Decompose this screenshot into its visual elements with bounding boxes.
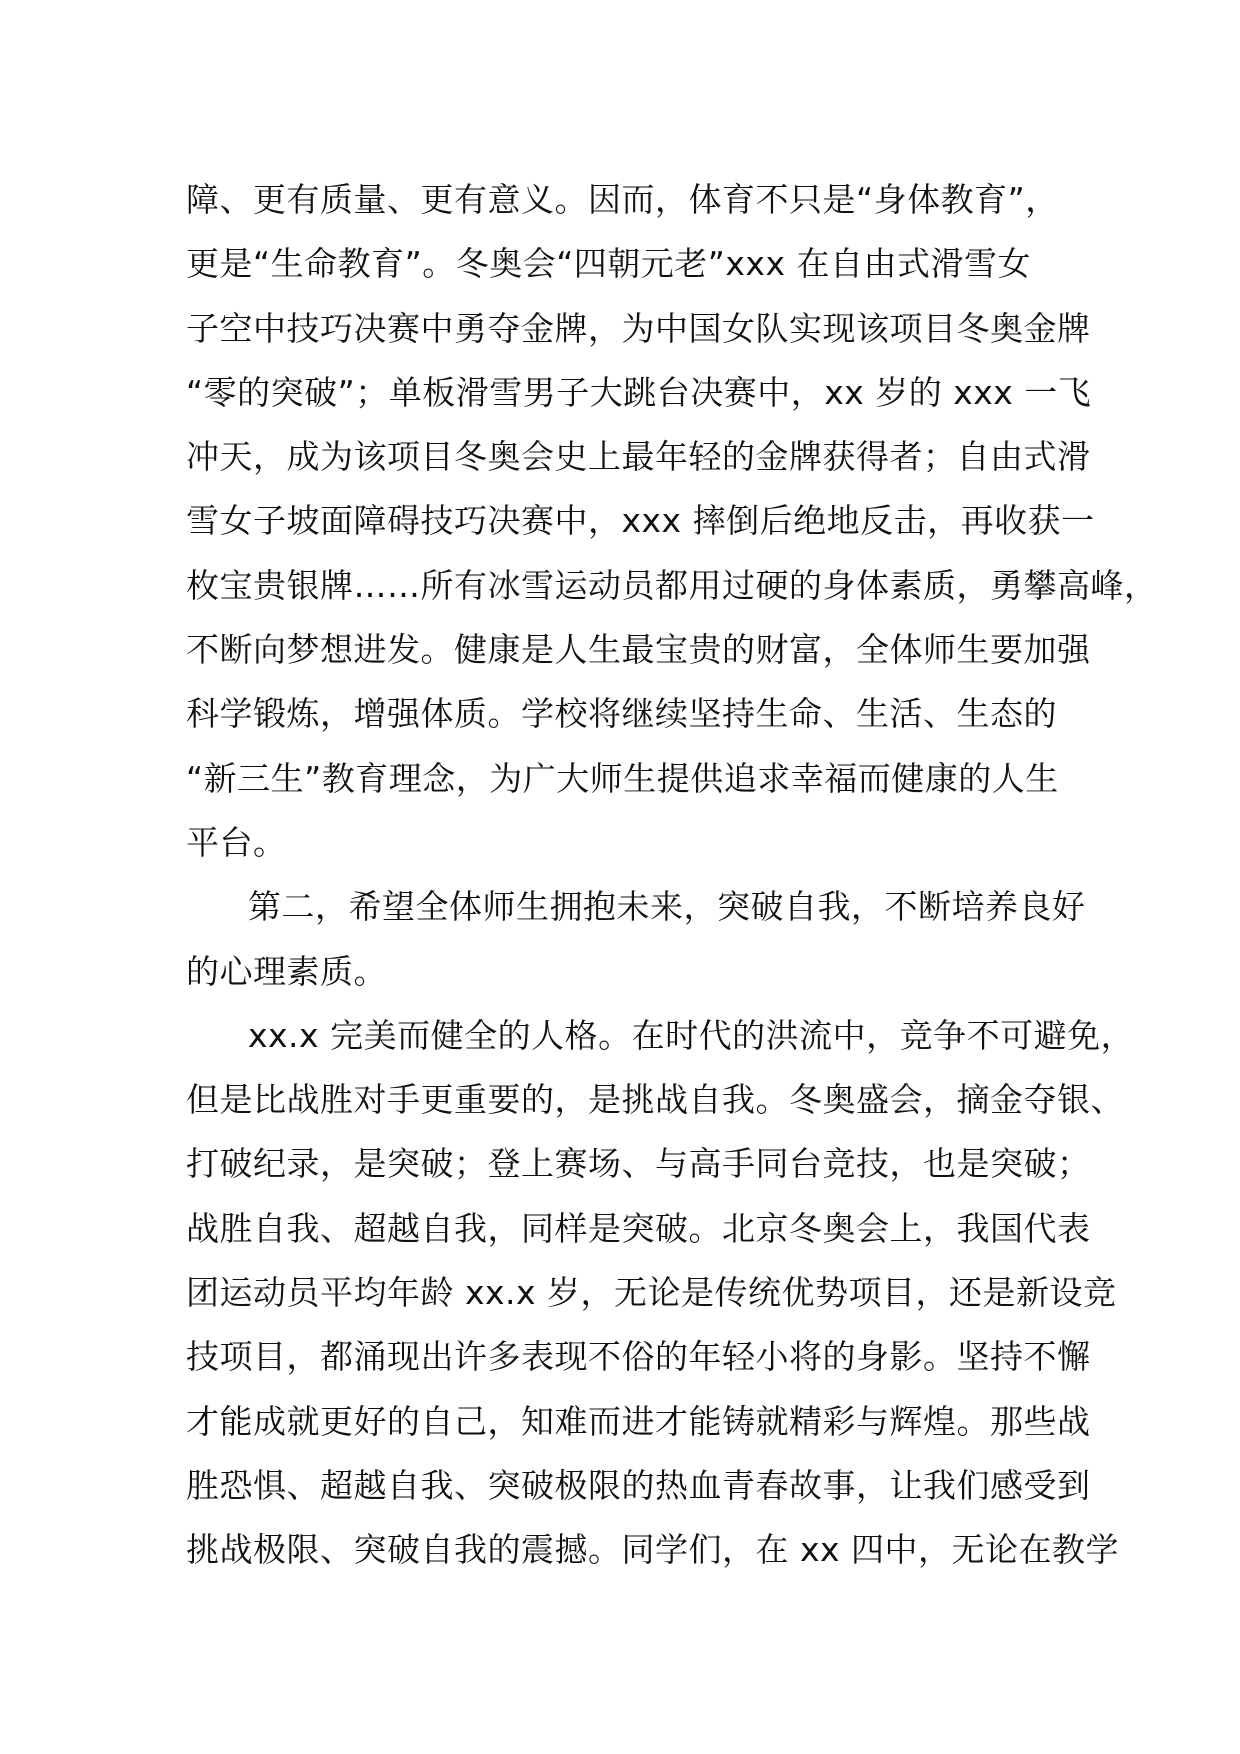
text-line: 雪女子坡面障碍技巧决赛中，xxx 摔倒后绝地反击，再收获一 (186, 501, 1095, 541)
text-line: 更是“生命教育”。冬奥会“四朝元老”xxx 在自由式滑雪女 (186, 244, 1031, 284)
text-line: 科学锻炼，增强体质。学校将继续坚持生命、生活、生态的 (186, 694, 1057, 734)
text-line: 冲天，成为该项目冬奥会史上最年轻的金牌获得者；自由式滑 (186, 437, 1091, 477)
text-line: 的心理素质。 (186, 951, 387, 991)
text-line: 挑战极限、突破自我的震撼。同学们，在 xx 四中，无论在教学 (186, 1530, 1120, 1570)
text-line: 打破纪录，是突破；登上赛场、与高手同台竞技，也是突破； (186, 1144, 1091, 1184)
text-line: “零的突破”；单板滑雪男子大跳台决赛中，xx 岁的 xxx 一飞 (186, 372, 1092, 412)
text-line: 不断向梦想进发。健康是人生最宝贵的财富，全体师生要加强 (186, 630, 1091, 670)
text-line: 战胜自我、超越自我，同样是突破。北京冬奥会上，我国代表 (186, 1208, 1091, 1248)
text-line: 平台。 (186, 822, 287, 862)
text-line: 子空中技巧决赛中勇夺金牌，为中国女队实现该项目冬奥金牌 (186, 308, 1091, 348)
text-line: 技项目，都涌现出许多表现不俗的年轻小将的身影。坚持不懈 (186, 1337, 1091, 1377)
text-line: 团运动员平均年龄 xx.x 岁，无论是传统优势项目，还是新设竞 (186, 1273, 1117, 1313)
document-body-text (186, 168, 1158, 1583)
text-line: 才能成就更好的自己，知难而进才能铸就精彩与辉煌。那些战 (186, 1401, 1091, 1441)
text-line: 障、更有质量、更有意义。因而，体育不只是“身体教育”， (186, 180, 1059, 219)
text-line: 第二，希望全体师生拥抱未来，突破自我，不断培养良好 (248, 887, 1086, 927)
text-line: 胜恐惧、超越自我、突破极限的热血青春故事，让我们感受到 (186, 1465, 1091, 1505)
text-line: “新三生”教育理念，为广大师生提供追求幸福而健康的人生 (186, 758, 1059, 798)
text-line: 枚宝贵银牌……所有冰雪运动员都用过硬的身体素质，勇攀高峰， (186, 565, 1158, 605)
text-line: 但是比战胜对手更重要的，是挑战自我。冬奥盛会，摘金夺银、 (186, 1080, 1124, 1120)
text-line: xx.x 完美而健全的人格。在时代的洪流中，竞争不可避免， (248, 1015, 1135, 1055)
